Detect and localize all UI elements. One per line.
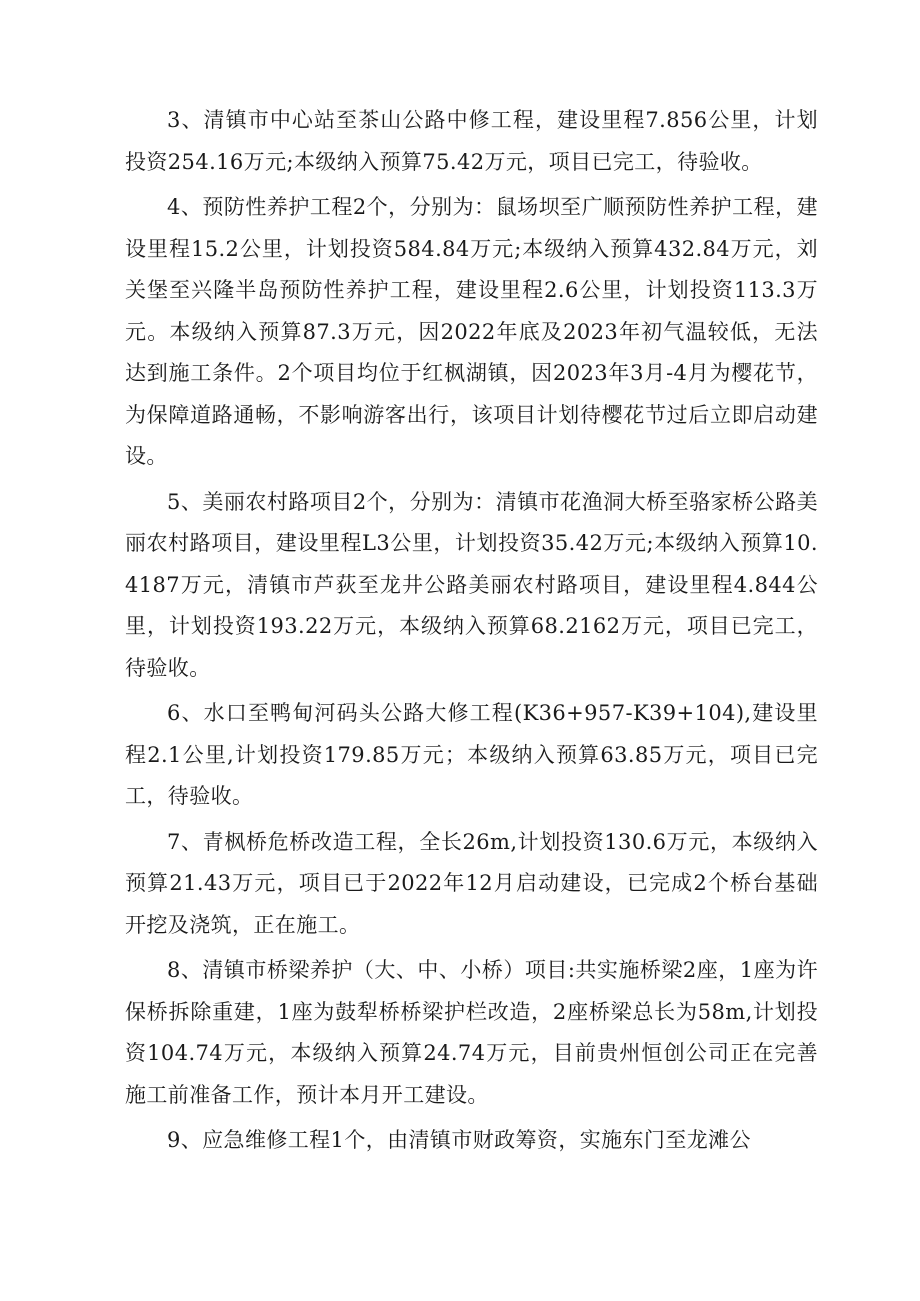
paragraph-item-7: 7、青枫桥危桥改造工程，全长26m,计划投资130.6万元，本级纳入预算21.43万元，项目已于2022年12月启动建设，已完成2个桥台基础开挖及浇筑，正在施工。 bbox=[125, 829, 818, 937]
paragraph-item-4: 4、预防性养护工程2个，分别为：鼠场坝至广顺预防性养护工程，建设里程15.2公里，计划投资584.84万元;本级纳入预算432.84万元，刘关堡至兴隆半岛预防性养护工程，建设里程2.6公里，计划投资113.3万元。本级纳入预算87.3万元，因2022年底及2023年初气温较低，无法达到施工条件。2个项目均位于红枫湖镇，因2023年3月-4月为樱花节，为保障道路通畅，不影响游客出行，该项目计划待樱花节过后立即启动建设。 bbox=[125, 195, 818, 468]
document-body bbox=[125, 100, 818, 1166]
paragraph-item-5: 5、美丽农村路项目2个，分别为：清镇市花渔洞大桥至骆家桥公路美丽农村路项目，建设里程L3公里，计划投资35.42万元;本级纳入预算10.4187万元，清镇市芦荻至龙井公路美丽农村路项目，建设里程4.844公里，计划投资193.22万元，本级纳入预算68.2162万元，项目已完工，待验收。 bbox=[125, 489, 818, 680]
paragraph-item-8: 8、清镇市桥梁养护（大、中、小桥）项目:共实施桥梁2座，1座为许保桥拆除重建，1座为鼓犁桥桥梁护栏改造，2座桥梁总长为58m,计划投资104.74万元，本级纳入预算24.74万元，目前贵州恒创公司正在完善施工前准备工作，预计本月开工建设。 bbox=[125, 958, 818, 1107]
paragraph-item-6: 6、水口至鸭甸河码头公路大修工程(K36+957-K39+104),建设里程2.1公里,计划投资179.85万元；本级纳入预算63.85万元，项目已完工，待验收。 bbox=[125, 701, 818, 808]
paragraph-item-9: 9、应急维修工程1个，由清镇市财政筹资，实施东门至龙滩公 bbox=[167, 1128, 751, 1152]
paragraph-item-3: 3、清镇市中心站至茶山公路中修工程，建设里程7.856公里，计划投资254.16万元;本级纳入预算75.42万元，项目已完工，待验收。 bbox=[125, 108, 818, 174]
